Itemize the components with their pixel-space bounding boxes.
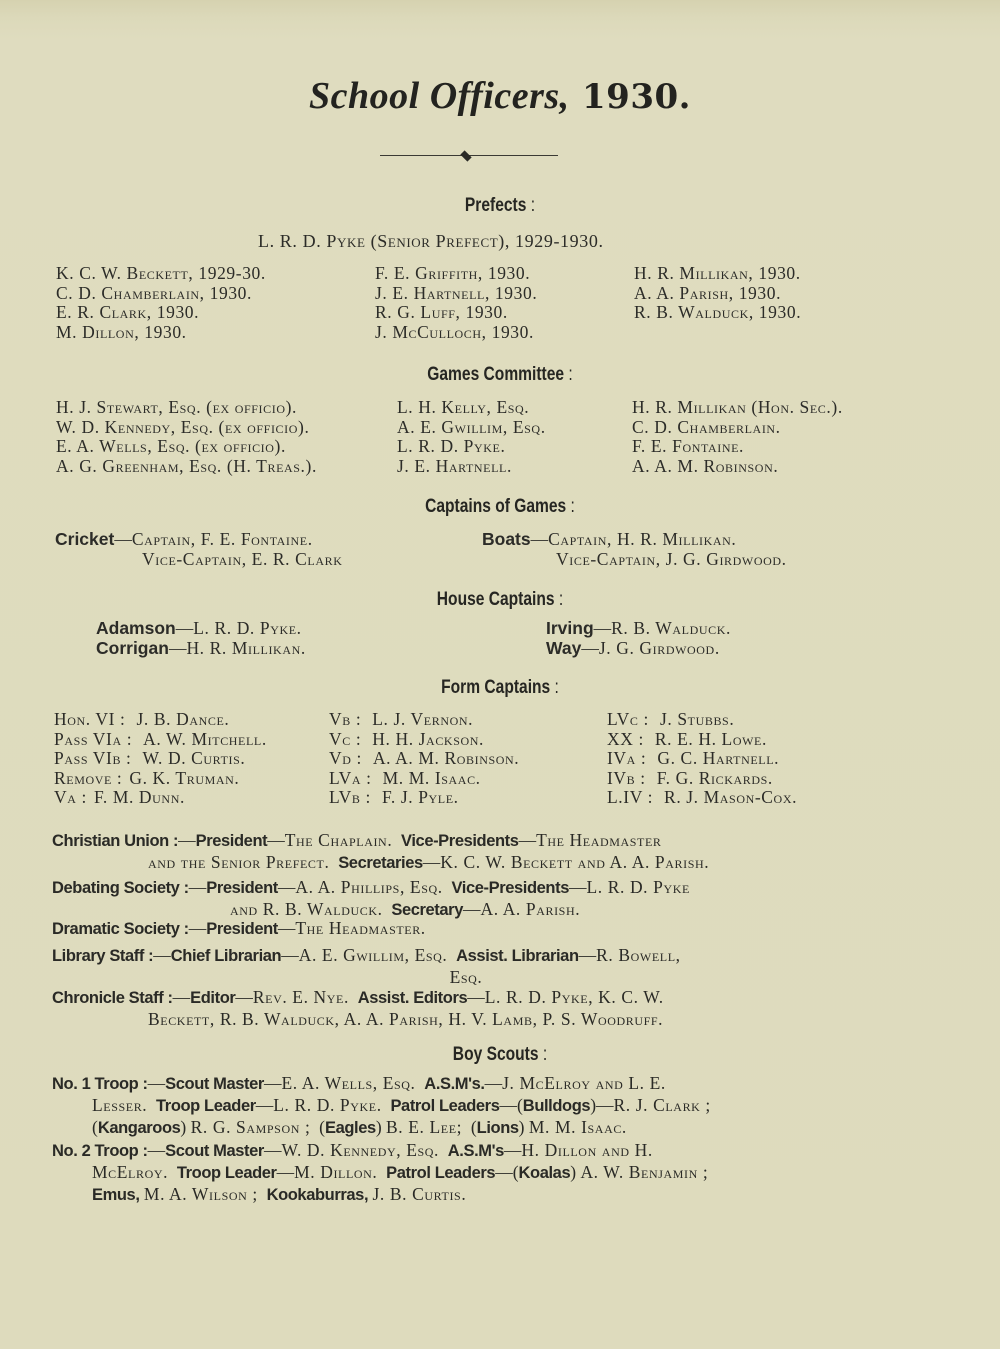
form-label: Va : xyxy=(54,787,87,807)
role-label: Patrol Leaders xyxy=(386,1164,496,1182)
prefect-entry: A. A. Parish, 1930. xyxy=(634,282,782,303)
section-heading-games-committee: Games Committee : xyxy=(427,364,573,385)
role-holder: The Headmaster. xyxy=(295,918,426,938)
role-label: President xyxy=(206,879,278,897)
prefects-column-2 xyxy=(375,264,537,342)
prefect-entry: K. C. W. Beckett, 1929-30. xyxy=(56,263,266,283)
page-title-year: 1930. xyxy=(582,77,691,117)
prefect-entry: C. D. Chamberlain, 1930. xyxy=(56,282,253,303)
captain-name: H. H. Jackson. xyxy=(372,728,484,749)
prefect-entry: H. R. Millikan, 1930. xyxy=(634,263,801,283)
role-holder: and the Senior Prefect. xyxy=(148,852,330,872)
committee-member: J. E. Hartnell. xyxy=(397,455,512,476)
section-heading-house-captains: House Captains : xyxy=(436,589,564,610)
prefect-entry: J. McCulloch, 1930. xyxy=(375,321,534,342)
role-label: Secretaries xyxy=(338,854,423,872)
cricket-captains: Cricket—Captain, F. E. Fontaine. xyxy=(55,529,313,549)
heading-text: Form Captains xyxy=(441,677,551,698)
heading-text: House Captains xyxy=(436,589,555,610)
boats-captain: Captain, H. R. Millikan. xyxy=(548,529,737,549)
form-label: LVb : xyxy=(329,787,371,807)
section-heading-captains-of-games: Captains of Games : xyxy=(425,496,575,517)
role-holder: The Chaplain. xyxy=(284,830,393,850)
patrol-name: Koalas xyxy=(518,1164,571,1182)
role-holder: K. C. W. Beckett and A. A. Parish. xyxy=(440,852,710,872)
captain-name: R. J. Mason-Cox. xyxy=(664,787,798,807)
captain-name: F. J. Pyle. xyxy=(381,787,459,807)
form-label: Pass VIb : xyxy=(54,748,132,768)
form-captain-entry xyxy=(329,769,519,789)
cricket-captain: Captain, F. E. Fontaine. xyxy=(131,529,313,549)
patrol-name: Lions xyxy=(476,1119,519,1137)
form-captain-entry xyxy=(329,730,519,750)
captain-name: R. B. Walduck. xyxy=(611,618,731,638)
form-label: XX : xyxy=(607,728,644,749)
house-captain-adamson: Adamson—L. R. D. Pyke. xyxy=(96,618,302,638)
role-label: Editor xyxy=(190,989,236,1007)
section-heading-boy-scouts: Boy Scouts : xyxy=(452,1044,548,1065)
role-holder: L. R. D. Pyke, K. C. W. xyxy=(484,987,664,1007)
form-captains-column-3 xyxy=(607,710,797,808)
form-label: LVa : xyxy=(329,767,372,788)
page-title-gothic: School Officers, xyxy=(309,75,570,117)
role-label: Secretary xyxy=(391,901,463,919)
society-label: Library Staff : xyxy=(52,947,154,965)
captain-name: G. C. Hartnell. xyxy=(657,748,780,768)
form-captain-entry xyxy=(607,710,797,730)
house-name: Adamson xyxy=(96,618,176,638)
form-captain-entry xyxy=(54,769,267,789)
captain-name: L. R. D. Pyke. xyxy=(193,618,302,638)
boats-label: Boats xyxy=(482,529,531,549)
prefect-entry: R. B. Walduck, 1930. xyxy=(634,302,802,322)
society-label: Chronicle Staff : xyxy=(52,989,173,1007)
house-captain-corrigan: Corrigan—H. R. Millikan. xyxy=(96,638,306,658)
captain-name: A. A. M. Robinson. xyxy=(372,748,520,768)
role-label: Patrol Leaders xyxy=(390,1097,500,1115)
form-label: Pass VIa : xyxy=(54,728,133,749)
form-captain-entry xyxy=(607,749,797,769)
prefect-entry: M. Dillon, 1930. xyxy=(56,321,187,342)
form-label: Vd : xyxy=(329,748,362,768)
form-captain-entry xyxy=(54,749,267,769)
heading-text: Captains of Games xyxy=(425,496,567,517)
form-label: Hon. VI : xyxy=(54,709,126,729)
role-holder: J. McElroy and L. E. xyxy=(502,1073,666,1093)
role-label: Troop Leader xyxy=(156,1097,256,1115)
heading-text: Boy Scouts xyxy=(452,1044,539,1065)
role-label: President xyxy=(206,920,278,938)
committee-member: A. G. Greenham, Esq. (H. Treas.). xyxy=(56,455,317,476)
form-captain-entry xyxy=(329,788,519,808)
senior-prefect: L. R. D. Pyke (Senior Prefect), 1929-1930. xyxy=(258,231,604,251)
form-label: L.IV : xyxy=(607,787,654,807)
role-label: Assist. Editors xyxy=(357,989,468,1007)
role-label: Vice-Presidents xyxy=(451,879,569,897)
patrol-name: Emus, xyxy=(92,1186,140,1204)
patrol-name: Kookaburras, xyxy=(266,1186,369,1204)
captain-name: J. Stubbs. xyxy=(659,709,735,729)
society-label: Christian Union : xyxy=(52,832,179,850)
form-captains-column-2 xyxy=(329,710,519,808)
debating-society: Debating Society :—President—A. A. Phillips, Esq. Vice-Presidents—L. R. D. Pyke and R. B. Walduck. Secretary—A. A. Parish. xyxy=(52,877,690,919)
form-captain-entry xyxy=(329,749,519,769)
christian-union: Christian Union :—President—The Chaplain. Vice-Presidents—The Headmaster and the Senior Prefect. Secretaries—K. C. W. Beckett and A. A. Parish. xyxy=(52,830,710,872)
patrol-leader: J. B. Curtis. xyxy=(372,1184,467,1204)
troop-2: No. 2 Troop :—Scout Master—W. D. Kennedy, Esq. A.S.M's—H. Dillon and H. McElroy. Troop Leader—M. Dillon. Patrol Leaders—(Koalas) A. W. Benjamin ; Emus, M. A. Wilson ; Kookaburras, J. B. Curtis. xyxy=(52,1140,709,1204)
role-holder: R. Bowell, xyxy=(596,945,681,965)
house-name: Way xyxy=(546,638,582,658)
captain-name: G. K. Truman. xyxy=(129,767,240,788)
role-holder: M. Dillon. xyxy=(294,1162,378,1182)
role-label: Assist. Librarian xyxy=(456,947,579,965)
role-label: President xyxy=(195,832,268,850)
heading-text: Prefects xyxy=(464,195,527,216)
committee-member: A. A. M. Robinson. xyxy=(632,455,779,476)
cricket-vice-captain: Vice-Captain, E. R. Clark xyxy=(142,549,343,569)
patrol-leader: M. A. Wilson ; xyxy=(143,1184,258,1204)
patrol-name: Bulldogs xyxy=(522,1097,591,1115)
role-holder: H. Dillon and H. xyxy=(521,1140,653,1160)
troop-label: No. 1 Troop : xyxy=(52,1075,148,1093)
captain-name: M. M. Isaac. xyxy=(382,767,481,788)
committee-member: H. J. Stewart, Esq. (ex officio). xyxy=(56,397,298,417)
patrol-leader: M. M. Isaac. xyxy=(528,1117,627,1137)
committee-member: W. D. Kennedy, Esq. (ex officio). xyxy=(56,416,310,437)
troop-1: No. 1 Troop :—Scout Master—E. A. Wells, Esq. A.S.M's.—J. McElroy and L. E. Lesser. Troop Leader—L. R. D. Pyke. Patrol Leaders—(Bulldogs)—R. J. Clark ; (Kangaroos) R. G. Sampson ; (Eagles) B. E. Lee; (Lions) M. M. Isaac. xyxy=(52,1073,711,1137)
patrol-leader: R. G. Sampson ; xyxy=(190,1117,311,1137)
role-holder: and R. B. Walduck. xyxy=(230,899,383,919)
prefect-entry: R. G. Luff, 1930. xyxy=(375,302,508,322)
games-committee-column-2 xyxy=(397,398,546,476)
role-label: Vice-Presidents xyxy=(401,832,519,850)
chronicle-staff: Chronicle Staff :—Editor—Rev. E. Nye. Assist. Editors—L. R. D. Pyke, K. C. W. Beckett, R. B. Walduck, A. A. Parish, H. V. Lamb, P. S. Woodruff. xyxy=(52,987,664,1029)
patrol-name: Eagles xyxy=(325,1119,376,1137)
games-committee-column-3 xyxy=(632,398,843,476)
form-label: Remove : xyxy=(54,767,123,788)
form-label: IVb : xyxy=(607,767,646,788)
captain-name: F. M. Dunn. xyxy=(93,787,185,807)
patrol-leader: B. E. Lee; xyxy=(386,1117,463,1137)
role-label: A.S.M's xyxy=(447,1142,504,1160)
role-holder: McElroy. xyxy=(92,1162,169,1182)
form-captain-entry xyxy=(607,730,797,750)
form-label: IVa : xyxy=(607,748,647,768)
role-holder: Beckett, R. B. Walduck, A. A. Parish, H. V. Lamb, P. S. Woodruff. xyxy=(148,1009,664,1029)
role-holder: Rev. E. Nye. xyxy=(252,987,349,1007)
captain-name: W. D. Curtis. xyxy=(142,748,246,768)
diamond-ornament-icon xyxy=(460,150,471,161)
role-holder: Lesser. xyxy=(92,1095,148,1115)
form-captain-entry xyxy=(607,788,797,808)
section-heading-prefects: Prefects : xyxy=(464,195,536,216)
form-label: Vb : xyxy=(329,709,362,729)
prefects-column-3 xyxy=(634,264,801,323)
games-committee-column-1 xyxy=(56,398,317,476)
prefect-entry: E. R. Clark, 1930. xyxy=(56,302,200,322)
role-holder: E. A. Wells, Esq. xyxy=(281,1073,416,1093)
page-title xyxy=(0,74,1000,118)
form-label: Vc : xyxy=(329,728,362,749)
captain-name: L. J. Vernon. xyxy=(372,709,474,729)
committee-member: E. A. Wells, Esq. (ex officio). xyxy=(56,436,286,456)
form-label: LVc : xyxy=(607,709,649,729)
form-captain-entry xyxy=(329,710,519,730)
library-staff: Library Staff :—Chief Librarian—A. E. Gwillim, Esq. Assist. Librarian—R. Bowell, Esq. xyxy=(52,945,681,987)
house-name: Irving xyxy=(546,618,594,638)
patrol-name: Kangaroos xyxy=(97,1119,181,1137)
form-captain-entry xyxy=(54,710,267,730)
prefect-entry: F. E. Griffith, 1930. xyxy=(375,263,531,283)
dramatic-society: Dramatic Society :—President—The Headmaster. xyxy=(52,918,426,938)
role-holder: A. A. Parish. xyxy=(480,899,581,919)
prefect-entry: J. E. Hartnell, 1930. xyxy=(375,282,538,303)
society-label: Debating Society : xyxy=(52,879,189,897)
patrol-leader: R. J. Clark ; xyxy=(613,1095,711,1115)
captain-name: H. R. Millikan. xyxy=(186,638,306,658)
cricket-label: Cricket xyxy=(55,529,115,549)
house-captain-way: Way—J. G. Girdwood. xyxy=(546,638,720,658)
role-label: Scout Master xyxy=(165,1142,264,1160)
role-holder: W. D. Kennedy, Esq. xyxy=(281,1140,440,1160)
prefects-column-1 xyxy=(56,264,266,342)
section-heading-form-captains: Form Captains : xyxy=(441,677,559,698)
role-label: Scout Master xyxy=(165,1075,264,1093)
captain-name: J. G. Girdwood. xyxy=(598,638,720,658)
committee-member: C. D. Chamberlain. xyxy=(632,416,781,437)
troop-label: No. 2 Troop : xyxy=(52,1142,148,1160)
captain-name: R. E. H. Lowe. xyxy=(654,728,767,749)
house-captain-irving: Irving—R. B. Walduck. xyxy=(546,618,731,638)
role-holder: Esq. xyxy=(449,967,483,987)
house-name: Corrigan xyxy=(96,638,169,658)
boats-captains: Boats—Captain, H. R. Millikan. xyxy=(482,529,737,549)
captain-name: F. G. Rickards. xyxy=(656,767,773,788)
role-label: A.S.M's. xyxy=(424,1075,485,1093)
role-label: Chief Librarian xyxy=(170,947,282,965)
role-holder: L. R. D. Pyke. xyxy=(273,1095,382,1115)
committee-member: F. E. Fontaine. xyxy=(632,436,744,456)
role-holder: The Headmaster xyxy=(536,830,662,850)
role-label: Troop Leader xyxy=(176,1164,277,1182)
committee-member: A. E. Gwillim, Esq. xyxy=(397,416,546,437)
role-holder: A. E. Gwillim, Esq. xyxy=(298,945,448,965)
patrol-leader: A. W. Benjamin ; xyxy=(580,1162,709,1182)
committee-member: H. R. Millikan (Hon. Sec.). xyxy=(632,397,843,417)
committee-member: L. R. D. Pyke. xyxy=(397,436,506,456)
heading-text: Games Committee xyxy=(427,364,565,385)
form-captain-entry xyxy=(54,730,267,750)
form-captains-column-1 xyxy=(54,710,267,808)
role-holder: L. R. D. Pyke xyxy=(586,877,690,897)
form-captain-entry xyxy=(607,769,797,789)
boats-vice-captain: Vice-Captain, J. G. Girdwood. xyxy=(556,549,787,569)
captain-name: A. W. Mitchell. xyxy=(143,728,267,749)
role-holder: A. A. Phillips, Esq. xyxy=(295,877,443,897)
society-label: Dramatic Society : xyxy=(52,920,189,938)
form-captain-entry xyxy=(54,788,267,808)
committee-member: L. H. Kelly, Esq. xyxy=(397,397,530,417)
captain-name: J. B. Dance. xyxy=(136,709,230,729)
